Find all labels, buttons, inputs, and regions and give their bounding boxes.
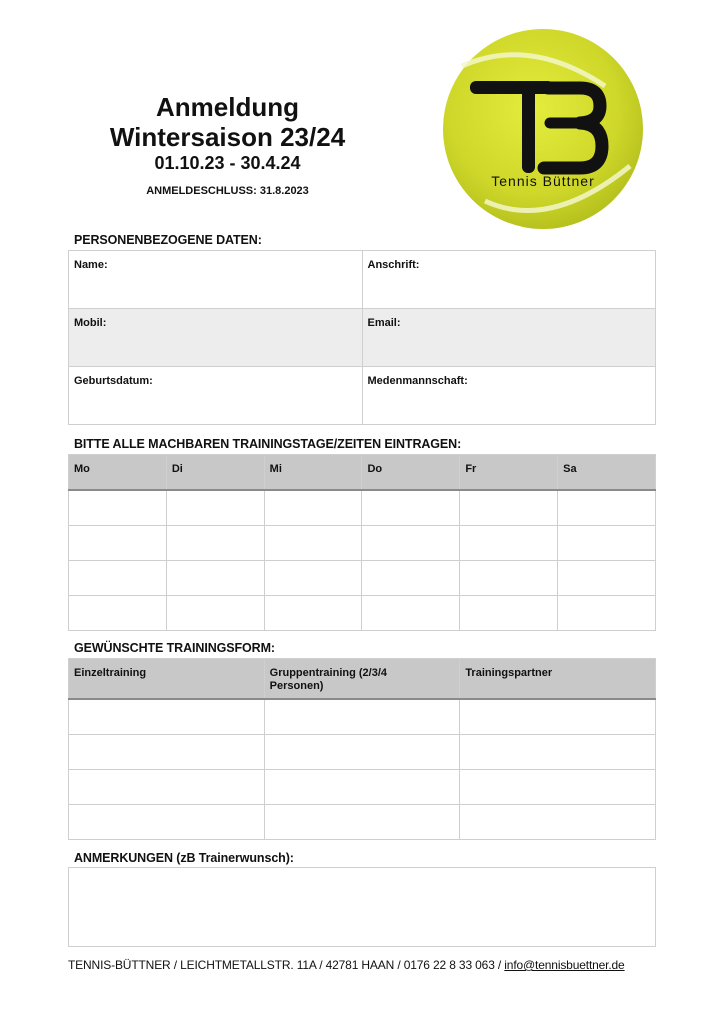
birthdate-label: Geburtsdatum: <box>74 375 153 387</box>
logo-text: Tennis Büttner <box>491 173 595 189</box>
day-header-mo <box>69 455 167 491</box>
day-cell[interactable] <box>166 490 264 526</box>
email-field[interactable] <box>362 309 656 367</box>
registration-deadline: ANMELDESCHLUSS: 31.8.2023 <box>146 185 309 197</box>
form-cell[interactable] <box>69 699 265 735</box>
team-label: Medenmannschaft: <box>367 375 468 387</box>
training-form-table <box>68 658 656 840</box>
form-type-label: Trainingspartner <box>465 667 553 679</box>
day-cell[interactable] <box>362 561 460 596</box>
season-dates: 01.10.23 - 30.4.24 <box>154 153 301 173</box>
day-cell[interactable] <box>166 526 264 561</box>
day-header-fr <box>460 455 558 491</box>
day-cell[interactable] <box>69 526 167 561</box>
form-type-label: Einzeltraining <box>74 667 147 679</box>
form-cell[interactable] <box>69 770 265 805</box>
form-cell[interactable] <box>69 805 265 840</box>
form-cell[interactable] <box>460 735 656 770</box>
day-cell[interactable] <box>362 596 460 631</box>
notes-field[interactable] <box>68 867 656 947</box>
day-cell[interactable] <box>69 490 167 526</box>
form-cell[interactable] <box>264 805 460 840</box>
day-cell[interactable] <box>460 490 558 526</box>
mobile-field[interactable] <box>69 309 363 367</box>
footer <box>68 958 625 972</box>
form-cell[interactable] <box>264 770 460 805</box>
day-cell[interactable] <box>558 490 656 526</box>
day-label: Fr <box>465 463 477 475</box>
day-cell[interactable] <box>69 561 167 596</box>
notes-heading: ANMERKUNGEN (zB Trainerwunsch): <box>74 851 294 865</box>
day-label: Sa <box>563 463 577 475</box>
form-cell[interactable] <box>460 699 656 735</box>
day-cell[interactable] <box>264 561 362 596</box>
form-cell[interactable] <box>264 735 460 770</box>
team-field[interactable] <box>362 367 656 425</box>
training-days-table <box>68 454 656 631</box>
email-label: Email: <box>367 317 401 329</box>
form-title-line-2: Wintersaison 23/24 <box>109 122 346 152</box>
day-cell[interactable] <box>69 596 167 631</box>
day-header-do <box>362 455 460 491</box>
day-cell[interactable] <box>460 596 558 631</box>
name-field[interactable] <box>69 251 363 309</box>
form-type-label: Gruppentraining (2/3/4 Personen) <box>269 667 388 692</box>
footer-address: TENNIS-BÜTTNER / LEICHTMETALLSTR. 11A / 42781 HAAN / 0176 22 8 33 063 / <box>68 958 505 972</box>
day-header-mi <box>264 455 362 491</box>
day-cell[interactable] <box>166 561 264 596</box>
address-label: Anschrift: <box>367 259 420 271</box>
form-header-partner <box>460 659 656 700</box>
day-header-sa <box>558 455 656 491</box>
name-label: Name: <box>74 259 108 271</box>
footer-email-link[interactable]: info@tennisbuettner.de <box>504 958 625 972</box>
personal-data-heading: PERSONENBEZOGENE DATEN: <box>74 233 262 247</box>
form-cell[interactable] <box>264 699 460 735</box>
day-label: Mo <box>74 463 90 475</box>
training-days-heading: BITTE ALLE MACHBAREN TRAININGSTAGE/ZEITEN EINTRAGEN: <box>74 437 462 451</box>
form-cell[interactable] <box>69 735 265 770</box>
form-title-line-1: Anmeldung <box>156 92 299 122</box>
day-label: Do <box>367 463 383 475</box>
day-label: Mi <box>269 463 282 475</box>
training-form-heading: GEWÜNSCHTE TRAININGSFORM: <box>74 641 275 655</box>
day-cell[interactable] <box>264 596 362 631</box>
form-cell[interactable] <box>460 770 656 805</box>
address-field[interactable] <box>362 251 656 309</box>
day-cell[interactable] <box>460 526 558 561</box>
form-header-single <box>69 659 265 700</box>
day-cell[interactable] <box>558 596 656 631</box>
mobile-label: Mobil: <box>74 317 107 329</box>
personal-data-table <box>68 250 656 425</box>
birthdate-field[interactable] <box>69 367 363 425</box>
day-cell[interactable] <box>264 526 362 561</box>
day-cell[interactable] <box>558 526 656 561</box>
day-cell[interactable] <box>362 490 460 526</box>
day-cell[interactable] <box>264 490 362 526</box>
form-header-group <box>264 659 460 700</box>
day-cell[interactable] <box>166 596 264 631</box>
day-cell[interactable] <box>460 561 558 596</box>
day-header-di <box>166 455 264 491</box>
day-cell[interactable] <box>558 561 656 596</box>
day-cell[interactable] <box>362 526 460 561</box>
tennis-ball-icon <box>440 26 646 232</box>
form-cell[interactable] <box>460 805 656 840</box>
day-label: Di <box>171 463 183 475</box>
